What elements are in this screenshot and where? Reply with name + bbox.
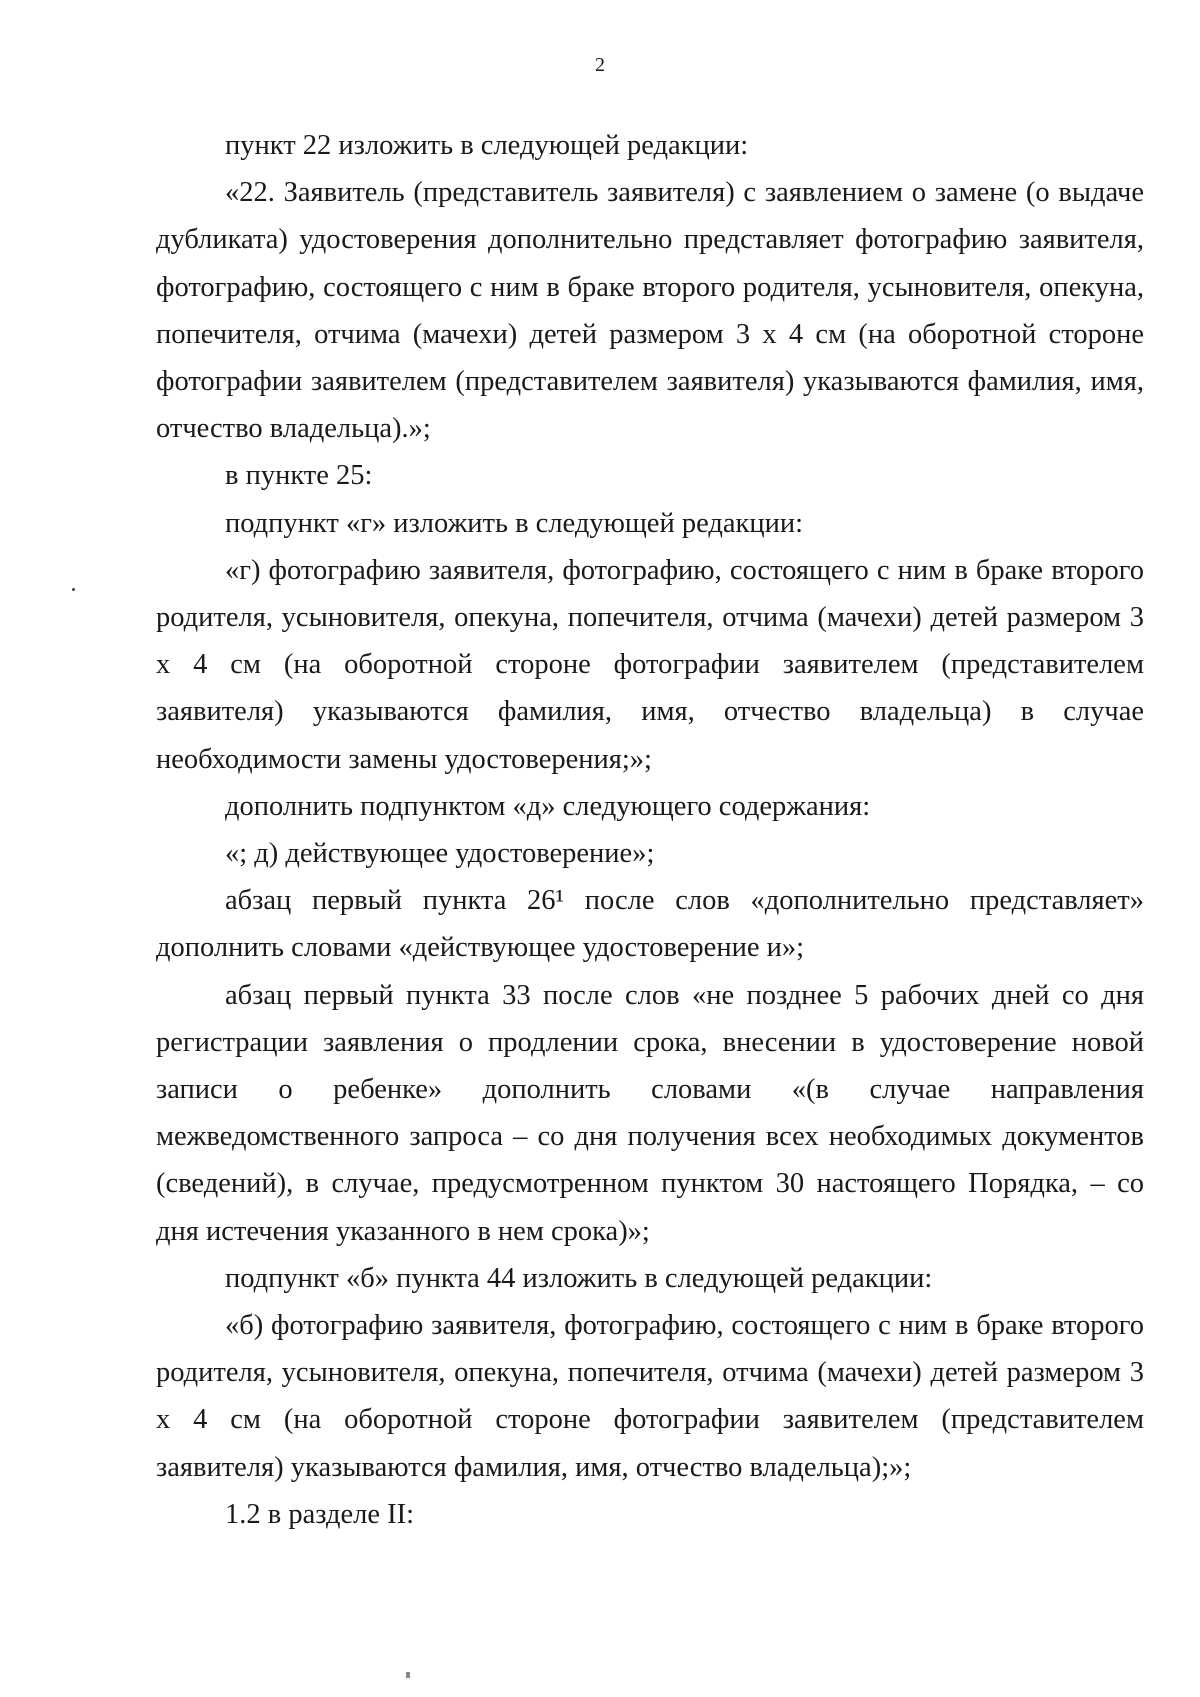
paragraph-2: «22. Заявитель (представитель заявителя) с заявлением о замене (о выдаче дубликата) удостоверения дополнительно представляет фотографию заявителя, фотографию, состоящего с ним в браке второго родителя, усыновителя, опекуна, попечителя, отчима (мачехи) детей размером 3 х 4 см (на оборотной стороне фотографии заявителем (представителем заявителя) указываются фамилия, имя, отчество владельца).»; <box>156 177 1144 445</box>
paragraph-8: абзац первый пункта 26¹ после слов «дополнительно представляет» дополнить словами «действующее удостоверение и»; <box>156 885 1144 964</box>
paragraph-3: в пункте 25: <box>225 460 373 492</box>
paragraph-6: дополнить подпунктом «д» следующего содержания: <box>225 790 871 822</box>
scan-speck-bottom <box>406 1672 410 1678</box>
paragraph-7: «; д) действующее удостоверение»; <box>225 838 655 870</box>
paragraph-5: «г) фотографию заявителя, фотографию, состоящего с ним в браке второго родителя, усыновителя, опекуна, попечителя, отчима (мачехи) детей размером 3 х 4 см (на оборотной стороне фотографии заявителем (представителем заявителя) указываются фамилия, имя, отчество владельца) в случае необходимости замены удостоверения;»; <box>156 554 1144 775</box>
page-number: 2 <box>595 54 605 76</box>
scan-speck <box>72 588 75 591</box>
paragraph-4: подпункт «г» изложить в следующей редакции: <box>225 507 804 539</box>
paragraph-12: 1.2 в разделе II: <box>225 1498 415 1530</box>
paragraph-10: подпункт «б» пункта 44 изложить в следующей редакции: <box>225 1262 933 1294</box>
document-body <box>156 122 1144 1538</box>
paragraph-1: пункт 22 изложить в следующей редакции: <box>225 130 749 161</box>
paragraph-9: абзац первый пункта 33 после слов «не позднее 5 рабочих дней со дня регистрации заявления о продлении срока, внесении в удостоверение новой записи о ребенке» дополнить словами «(в случае направления межведомственного запроса – со дня получения всех необходимых документов (сведений), в случае, предусмотренном пунктом 30 настоящего Порядка, – со дня истечения указанного в нем срока)»; <box>156 979 1144 1247</box>
paragraph-11: «б) фотографию заявителя, фотографию, состоящего с ним в браке второго родителя, усыновителя, опекуна, попечителя, отчима (мачехи) детей размером 3 х 4 см (на оборотной стороне фотографии заявителем (представителем заявителя) указываются фамилия, имя, отчество владельца);»; <box>156 1310 1144 1483</box>
